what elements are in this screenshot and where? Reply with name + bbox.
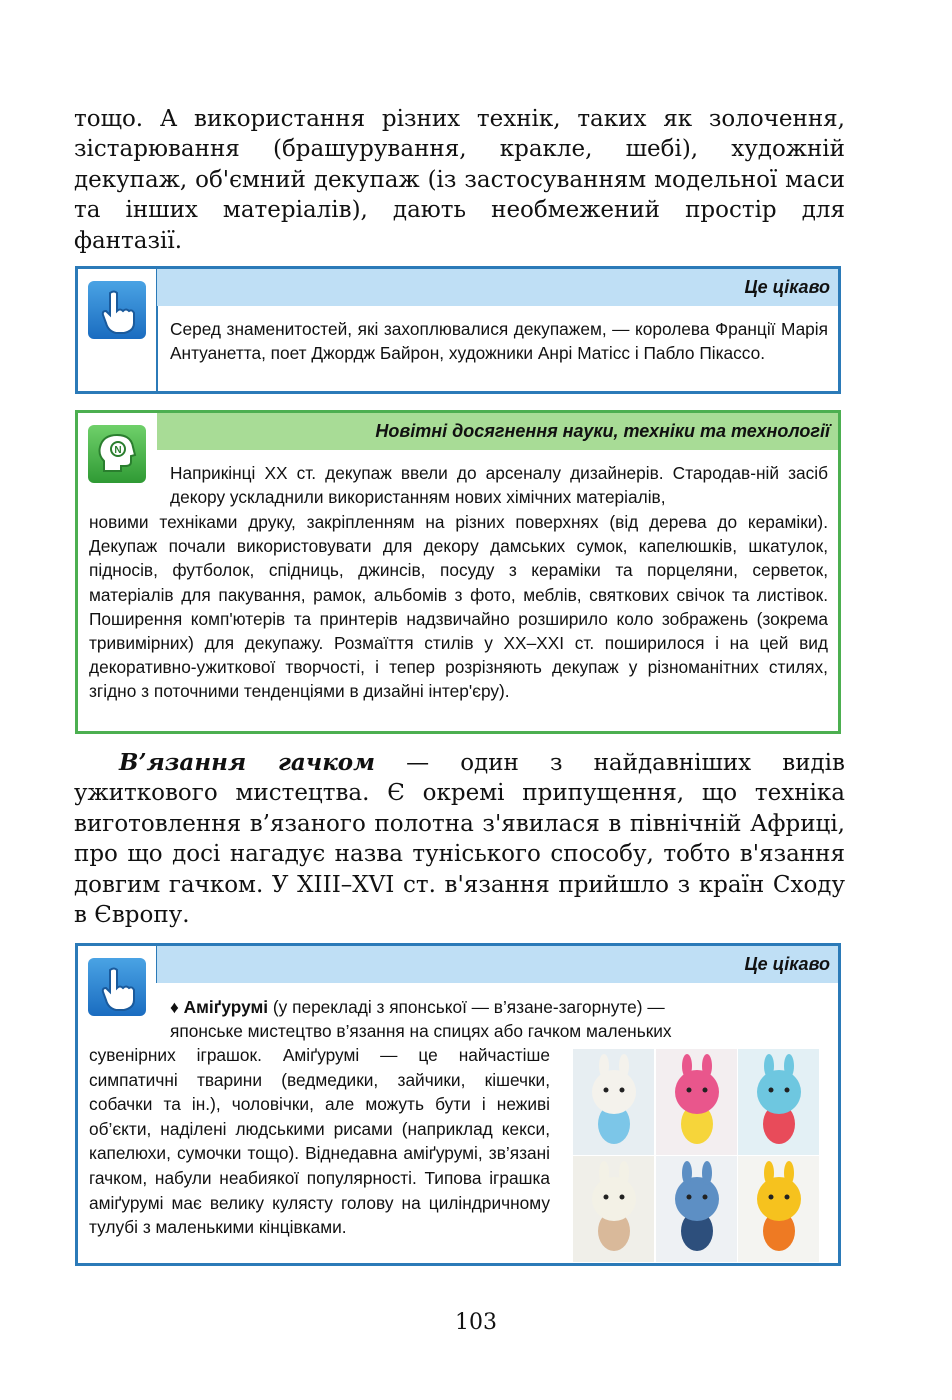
box-text: Серед знаменитостей, які захоплювалися декупажем, — королева Франції Марія Антуанетта, поет Джордж Байрон, художники Анрі Матісс і Пабло Пікассо. — [170, 319, 828, 364]
amigurumi-text: сувенірних іграшок. Аміґурумі — це найчастіше симпатичні тварини (ведмедики, зайчики, кішечки, собачки та ін.), чоловічки, але можуть бути і неживі об’єкти, наділені людськими рисами (наприклад кекси, капелюхи, сумочки тощо). Віднедавна аміґурумі, зв’язані гачком, набули неабиякої популярності. Типова іграшка аміґурумі має велику кулясту голову на циліндричному тулубі з маленькими кінцівками. — [89, 1045, 550, 1238]
amigurumi-line1 — [170, 995, 828, 1019]
amigurumi-line1-rest: (у перекладі з японської — в’язане-загорнуте) — — [268, 997, 665, 1017]
crochet-text: — один з найдавніших видів ужиткового мистецтва. Є окремі припущення, що техніка виготовлення в’язаного полотна з'явилася в північній Африці, про що досі нагадує назва туніського способу, тобто в'язання довгим гачком. У XIII–XVI ст. в'язання прийшло з країн Сходу в Європу. — [74, 750, 845, 929]
lamb-toy-photo — [573, 1156, 654, 1262]
box-header: Новітні досягнення науки, техніки та технології — [157, 413, 838, 450]
box-text-lead: Наприкінці XX ст. декупаж ввели до арсеналу дизайнерів. Стародав-ній засіб декору ускладнили використанням нових хімічних матеріалів, — [170, 463, 828, 508]
amigurumi-term: Аміґурумі — [183, 997, 269, 1017]
crochet-paragraph — [74, 748, 845, 930]
innovation-head-icon — [88, 425, 146, 483]
pointing-hand-icon — [88, 958, 146, 1016]
box-header: Це цікаво — [157, 269, 838, 306]
intro-paragraph: тощо. А використання різних технік, таких як золочення, зістарювання (брашурування, кракле, шебі), художній декупаж, об'ємний декупаж (із застосуванням модельної маси та інших матеріалів), дають необмежений простір для фантазії. — [74, 106, 845, 254]
box-text-rest: новими техніками друку, закріпленням на різних поверхнях (від дерева до кераміки). Декупаж почали використовувати для декору дамських сумок, капелюшків, шкатулок, підносів, футболок, спідниць, джинсів, посуду з кераміки та порцеляни, серветок, матеріалів для пакування, рамок, альбомів з фото, меблів, святкових свічок та листівок. Поширення комп'ютерів та принтерів надзвичайно розширило коло зображень (зокрема тривимірних) для декупажу. Розмаїття стилів у XX–XXI ст. поширилося і на цей вид декоративно-ужиткової творчості, і тепер розрізняють декупаж у різноманітних стилях, згідно з поточними тенденціями в дизайні інтер'єру). — [89, 512, 828, 702]
donkey-toy-photo — [656, 1156, 737, 1262]
dragon-toy-photo — [656, 1049, 737, 1155]
bunny-toy-photo — [573, 1049, 654, 1155]
amigurumi-photo-collage — [573, 1049, 820, 1262]
page-number: 103 — [455, 1310, 497, 1335]
icon-letter: N — [114, 445, 122, 456]
fact-box-celebrities — [75, 266, 841, 394]
tech-box-decoupage — [75, 410, 841, 734]
amigurumi-line2: японське мистецтво в’язання на спицях або гачком маленьких — [170, 1021, 672, 1041]
crochet-term: В’язання гачком — [119, 749, 376, 776]
cat-toy-photo — [738, 1049, 819, 1155]
chick-toy-photo — [738, 1156, 819, 1262]
bullet-icon: ♦ — [170, 997, 179, 1017]
fact-box-amigurumi — [75, 943, 841, 1266]
pointing-hand-icon — [88, 281, 146, 339]
box-header: Це цікаво — [157, 946, 838, 983]
